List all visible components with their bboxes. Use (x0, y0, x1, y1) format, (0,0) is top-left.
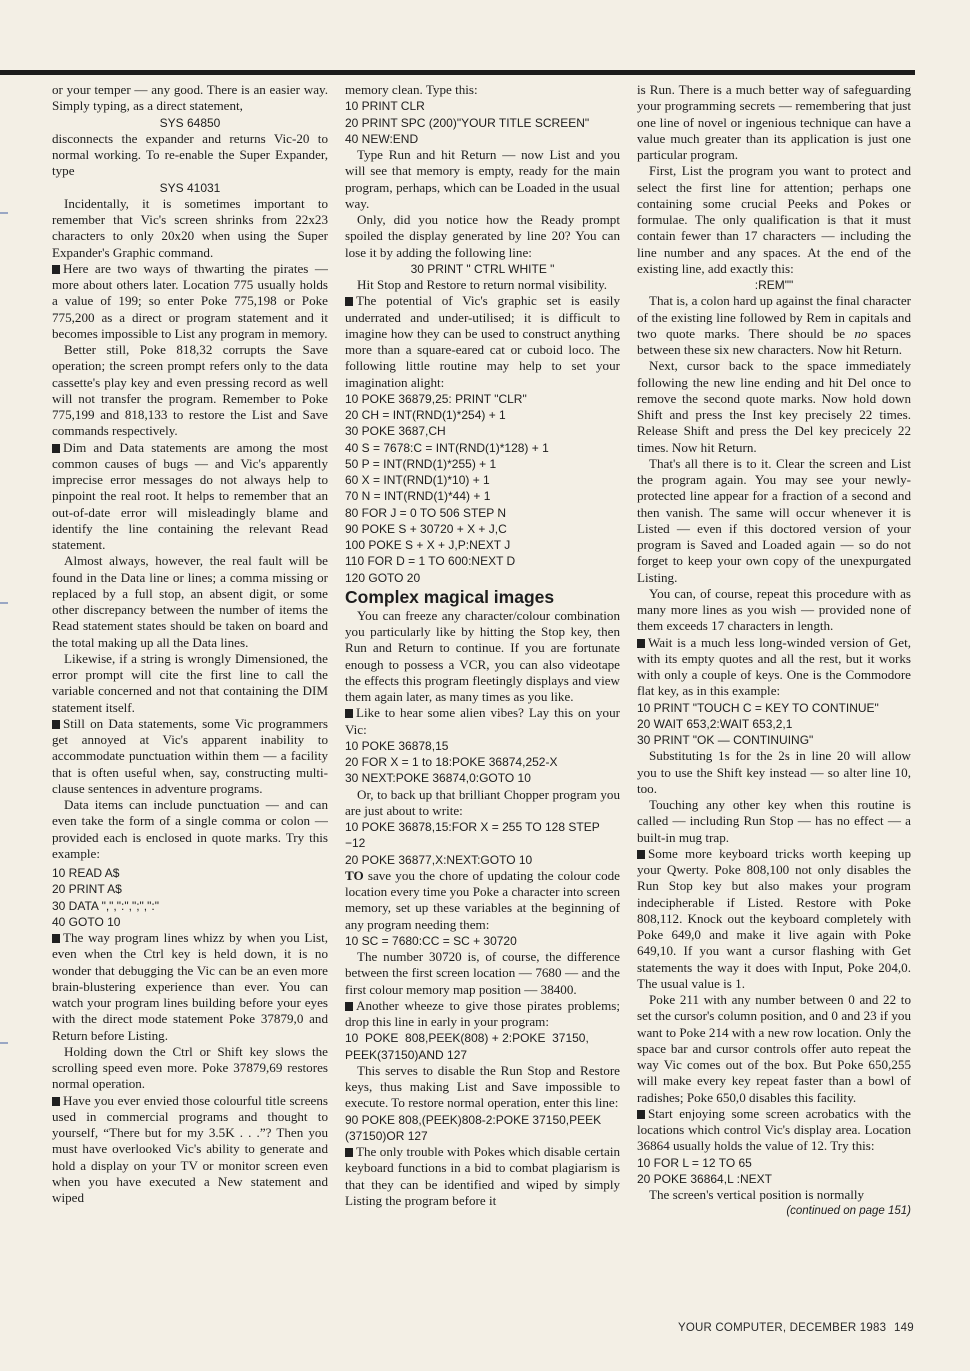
code-line: 10 POKE 36878,15 (345, 738, 449, 753)
code-line: 50 P = INT(RND(1)*255) + 1 (345, 456, 497, 471)
code-line: 10 READ A$ (52, 866, 120, 880)
paragraph-text: Wait is a much less long-winded version of Get, with its empty quotes and all the rest, but it works with only a couple of keys. One is the Commodore flat key, as in this example: (637, 634, 911, 699)
continued-note: (continued on page 151) (786, 1205, 911, 1218)
paragraph (345, 1144, 620, 1209)
code-line: 30 PRINT " CTRL WHITE " (410, 261, 555, 276)
paragraph (345, 868, 620, 933)
code-line: 10 POKE 36879,25: PRINT "CLR" (345, 391, 527, 406)
code-line: 10 PRINT "TOUCH C = KEY TO CONTINUE" (637, 700, 879, 715)
paragraph: Holding down the Ctrl or Shift key slows the scrolling speed even more. Poke 37879,69 restores normal operation. (52, 1043, 328, 1092)
paragraph: Hit Stop and Restore to return normal visibility. (357, 277, 608, 292)
code-line: 30 NEXT:POKE 36874,0:GOTO 10 (345, 771, 531, 786)
paragraph-text: Some more keyboard tricks worth keeping up your Qwerty. Poke 808,100 not only disables the Run Stop key but also makes your program indecipherable if Listed. Restore with Poke 808,112. Knock out the keyboard completely with Poke 649,0 and make it live again with Poke 649,10. If you want a cursor flashing with Get statements the way it does with Input, Poke 204,0. The usual value is 1. (637, 845, 911, 991)
paragraph (345, 998, 620, 1031)
magazine-issue: YOUR COMPUTER, DECEMBER 1983 (678, 1322, 887, 1334)
code-line: PEEK(37150)AND 127 (345, 1047, 468, 1062)
code-line: SYS 41031 (159, 180, 221, 195)
paragraph: Or, to back up that brilliant Chopper program you are just about to write: (345, 786, 620, 818)
paragraph-text: The way program lines whizz by when you List, even when the Ctrl key is held down, it is no wonder that debugging the Vic can be an even more brain-blustering experience than ever. You can watch your program lines building before your eyes with the direct mode statement Poke 37879,0 and Return before Listing. (52, 930, 328, 1043)
paragraph: memory clean. Type this: (345, 82, 478, 97)
paragraph: This serves to disable the Run Stop and Restore keys, thus making List and Save impossible to execute. To restore normal operation, enter this line: (345, 1062, 620, 1111)
code-line: 40 NEW:END (345, 131, 419, 146)
margin-mark (0, 602, 8, 604)
code-line: 30 POKE 3687,CH (345, 424, 446, 439)
code-block (345, 391, 620, 586)
bullet-square (52, 934, 60, 943)
paragraph (637, 1106, 911, 1155)
code-line: 20 PRINT A$ (52, 882, 122, 897)
code-line: 20 PRINT SPC (200)"YOUR TITLE SCREEN" (345, 115, 590, 130)
paragraph (52, 1093, 328, 1207)
page-footer (678, 1322, 918, 1334)
paragraph (345, 705, 620, 738)
column-1 (52, 82, 328, 1310)
paragraph (637, 846, 911, 992)
code-line: 100 POKE S + X + J,P:NEXT J (345, 538, 511, 552)
paragraph (52, 440, 328, 554)
code-line: SYS 64850 (159, 115, 221, 130)
code-line: 10 POKE 808,PEEK(808) + 2:POKE 37150, (345, 1031, 589, 1046)
bullet-square (637, 639, 645, 648)
bullet-square (52, 265, 60, 274)
top-rule (0, 70, 915, 75)
bullet-square (345, 1148, 353, 1157)
paragraph: You can, of course, repeat this procedure with as many more lines as you wish — provided none of them exceeds 17 characters in length. (637, 585, 911, 634)
code-line: 110 FOR D = 1 TO 600:NEXT D (345, 554, 516, 569)
paragraph-text: Still on Data statements, some Vic programmers get annoyed at Vic's apparent inability to accommodate punctuation within them — a facility that is often useful when, say, constructing multi-clause sentences in adventure programs. (52, 715, 328, 796)
paragraph: Almost always, however, the real fault will be found in the Data line or lines; a comma missing or replaced by a full stop, an absent digit, or some other discrepancy between the number of items the Read statement states should be taken on board and the total making up all the Data lines. (52, 553, 328, 650)
code-line: 70 N = INT(RND(1)*44) + 1 (345, 489, 491, 504)
paragraph-text: Have you ever envied those colourful title screens used in commercial programs and thought to yourself, “There but for my 3.5K . . .”? Then you must have overlooked Vic's ability to generate and hold a display on your TV or monitor screen even when you have executed a New statement and wiped (52, 1092, 328, 1205)
paragraph: Data items can include punctuation — and can even take the form of a single comma or colon — provided each is enclosed in quote marks. Try this example: (52, 797, 328, 861)
bullet-square (52, 444, 60, 453)
paragraph: The number 30720 is, of course, the difference between the first screen location — 7680 — and the first colour memory map position — 38400. (345, 949, 620, 997)
paragraph: Poke 211 with any number between 0 and 22 to set the cursor's column position, and 0 and 23 if you want to Poke 214 with a new row location. Only the space bar and cursor controls offer auto repeat the way Vic comes out of the box. But Poke 650,255 will make every key repeat faster than a bowl of radishes; Poke 650,0 disables this facility. (637, 992, 911, 1105)
code-block (52, 865, 328, 930)
paragraph-text: The only trouble with Pokes which disable certain keyboard functions in a bid to combat plagiarism is that they can be identified and wiped by simply Listing the program before it (345, 1144, 620, 1208)
bullet-square (637, 1110, 645, 1119)
code-line: 40 GOTO 10 (52, 914, 121, 929)
bullet-square (345, 297, 353, 306)
code-line: 20 CH = INT(RND(1)*254) + 1 (345, 408, 506, 422)
page-number: 149 (894, 1322, 914, 1334)
paragraph-text: save you the chore of updating the colour code location every time you Poke a character into screen memory, set up these variables at the beginning of any program needing them: (345, 867, 620, 932)
code-line: −12 (345, 836, 366, 851)
code-line: 30 PRINT "OK — CONTINUING" (637, 733, 814, 747)
code-line: 30 DATA ",",":",";",":" (52, 898, 159, 913)
code-line: 20 POKE 36877,X:NEXT:GOTO 10 (345, 852, 533, 867)
paragraph (52, 261, 328, 342)
paragraph (52, 716, 328, 797)
paragraph-text: Another wheeze to give those pirates problems; drop this line in early in your program: (345, 997, 620, 1029)
code-line: 10 FOR L = 12 TO 65 (637, 1155, 752, 1170)
paragraph-text: The potential of Vic's graphic set is easily underrated and under-utilised; it is difficult to imagine how they can be used to construct anything more than a square-eared cat or cuboid loco. The following little routine may help to set your imagination alight: (345, 293, 620, 390)
margin-mark (0, 1042, 8, 1044)
paragraph: Only, did you notice how the Ready prompt spoiled the display generated by line 20? You can lose it by adding the following line: (345, 212, 620, 260)
code-line: 20 WAIT 653,2:WAIT 653,2,1 (637, 716, 793, 731)
column-3 (637, 82, 911, 1310)
code-line: 120 GOTO 20 (345, 570, 421, 585)
bullet-square (345, 1002, 353, 1011)
paragraph: or your temper — any good. There is an easier way. Simply typing, as a direct statement, (52, 82, 328, 114)
paragraph: Type Run and hit Return — now List and you will see that memory is empty, ready for the main program, perhaps, which can be Loaded in the usual way. (345, 147, 620, 211)
column-2 (345, 82, 620, 1310)
paragraph: Likewise, if a string is wrongly Dimensioned, the error prompt will cite the first line to call the variable concerned and not that containing the DIM statement itself. (52, 650, 328, 715)
paragraph (637, 293, 911, 358)
section-heading: Complex magical images (345, 586, 555, 607)
paragraph-text: Dim and Data statements are among the most common causes of bugs — and Vic's apparently imprecise error messages do not always help to pinpoint the real root. It helps to remember that an out-of-date error will misleadingly blame and identify the line containing the relevant Read statement. (52, 439, 328, 552)
code-line: 20 POKE 36864,L :NEXT (637, 1171, 772, 1186)
code-line: 80 FOR J = 0 TO 506 STEP N (345, 505, 507, 520)
paragraph: is Run. There is a much better way of safeguarding your programming secrets — remembering that just one line of novel or ingenious technique can have a value much greater than its application is just one particular program. (637, 82, 911, 162)
paragraph-lead: TO (345, 867, 364, 883)
code-line: 90 POKE 808,(PEEK)808-2:POKE 37150,PEEK (345, 1112, 602, 1127)
paragraph (637, 635, 911, 700)
paragraph: You can freeze any character/colour combination you particularly like by hitting the Stop key, then Run and Return to continue. If you are fortunate enough to possess a VCR, you can also videotape the effects this program fleetingly displays and view them again later, as many times as you like. (345, 607, 620, 704)
paragraph: Touching any other key when this routine is called — including Run Stop — has no effect — a built-in mug trap. (637, 797, 911, 845)
bullet-square (637, 850, 645, 859)
code-line: 60 X = INT(RND(1)*10) + 1 (345, 473, 490, 487)
paragraph-text: Here are two ways of thwarting the pirates — more about others later. Location 775 usually holds a value of 199; so enter Poke 775,198 or Poke 775,200 as a direct or program statement and it becomes impossible to List any program in memory. (52, 260, 328, 341)
bullet-square (52, 1097, 60, 1106)
paragraph: disconnects the expander and returns Vic-20 to normal working. To re-enable the Super Expander, type (52, 130, 328, 179)
code-line: (37150)OR 127 (345, 1128, 428, 1143)
paragraph: Incidentally, it is sometimes important to remember that Vic's screen shrinks from 22x23 characters to only 20x20 when using the Super Expander's Graphic command. (52, 195, 328, 260)
code-line: 10 SC = 7680:CC = SC + 30720 (345, 933, 517, 948)
code-line: :REM"" (754, 278, 794, 292)
emphasis: no (854, 325, 868, 341)
margin-mark (0, 212, 8, 214)
paragraph-text: That is, a colon hard up against the final character of the existing line followed by Rem in capitals and two quote marks. There should be (637, 293, 911, 341)
paragraph (52, 930, 328, 1044)
paragraph-text: Start enjoying some screen acrobatics with the locations which control Vic's display area. Location 36864 usually holds the value of 12. Try this: (637, 1105, 911, 1154)
bullet-square (52, 720, 60, 729)
paragraph (345, 293, 620, 391)
paragraph: Substituting 1s for the 2s in line 20 will allow you to use the Shift key instead — so alter line 10, too. (637, 748, 911, 796)
code-line: 20 FOR X = 1 to 18:POKE 36874,252-X (345, 755, 558, 769)
paragraph: Better still, Poke 818,32 corrupts the Save operation; the screen prompt refers only to the data cassette's play key and even pressing record as well will not transfer the program. Remember to Poke 775,199 and 818,133 to restore the List and Save commands respectively. (52, 342, 328, 439)
code-line: 40 S = 7678:C = INT(RND(1)*128) + 1 (345, 440, 549, 455)
code-line: 10 PRINT CLR (345, 99, 425, 114)
code-line: 10 POKE 36878,15:FOR X = 255 TO 128 STEP (345, 820, 600, 834)
paragraph: First, List the program you want to protect and select the first line for attention; perhaps one containing some crucial Peeks and Pokes or formulae. The only qualification is that it must contain fewer than 17 characters — including the line number and any spaces. At the end of the existing line, add exactly this: (637, 163, 911, 276)
paragraph: That's all there is to it. Clear the screen and List the program again. You may see your newly-protected line appear for a fraction of a second and then vanish. The same will occur whenever it is Listed — even if this doctored version of your program is Saved and Loaded again — so do not forget to keep your own copy of the unexpurgated Listing. (637, 455, 911, 585)
paragraph: The screen's vertical position is normally (649, 1187, 865, 1202)
paragraph-text: spaces between these six new characters. Now hit Return. (637, 325, 911, 357)
paragraph: Next, cursor back to the space immediately following the new line ending and hit Del once to remove the second quote marks. Now hold down Shift and press the Inst key precisely 22 times. Release Shift and press the Del key precicely 22 times. Now hit Return. (637, 358, 911, 455)
paragraph-text: Like to hear some alien vibes? Lay this on your Vic: (345, 705, 620, 737)
code-line: 90 POKE S + 30720 + X + J,C (345, 521, 507, 536)
bullet-square (345, 709, 353, 718)
